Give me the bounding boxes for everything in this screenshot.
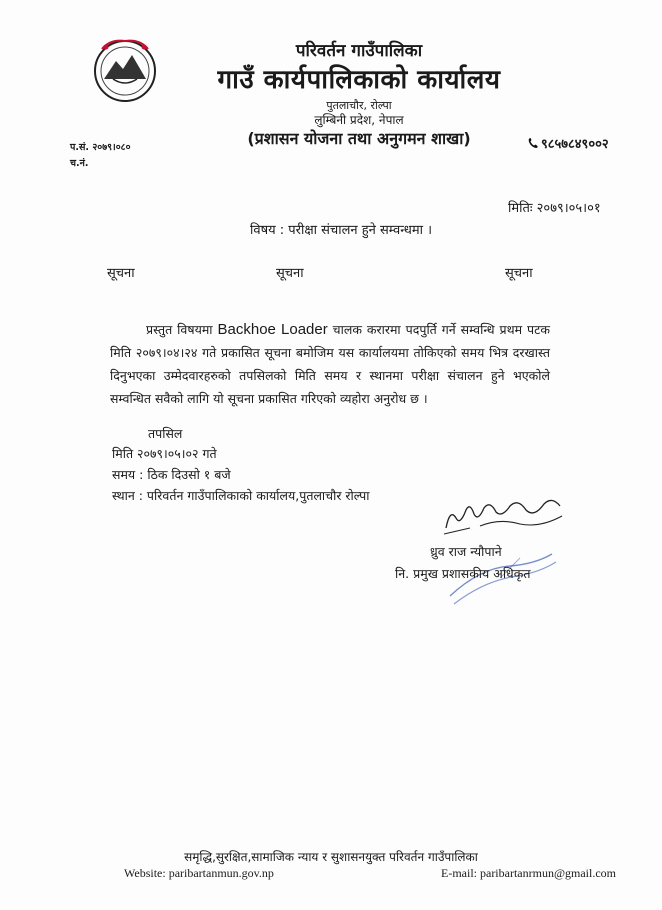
footer-motto: समृद्धि,सुरक्षित,सामाजिक न्याय र सुशासनयुक्त परिवर्तन गाउँपालिका [184, 850, 478, 864]
branch-name: (प्रशासन योजना तथा अनुगमन शाखा) [247, 129, 471, 148]
body-paragraph [110, 318, 550, 410]
schedule-time: समय : ठिक दिउसो १ बजे [112, 467, 231, 482]
phone-text: ९८५७८४९००२ [541, 137, 609, 152]
office-name: गाउँ कार्यपालिकाको कार्यालय [217, 65, 501, 95]
footer-website: Website: paribartanmun.gov.np [124, 866, 274, 880]
phone-number [528, 134, 609, 152]
notice-label: सूचना [107, 266, 135, 281]
schedule-date: मिति २०७९।०५।०२ गते [112, 446, 217, 461]
handwritten-signature [440, 488, 570, 538]
phone-icon [528, 137, 538, 149]
footer-email: E-mail: paribartanrmun@gmail.com [441, 866, 616, 880]
signatory-title: नि. प्रमुख प्रशासकीय अधिकृत [395, 566, 531, 581]
body-text-rest: चालक करारमा पदपुर्ति गर्ने सम्वन्धि प्रथम पटक मिति २०७९।०४।२४ गते प्रकासित सूचना बमोजिम यस कार्यालयमा तोकिएको समय भित्र दरखास्त दिनुभएका उम्मेदवारहरुको तपसिलको मिति समय र स्थानमा परीक्षा संचालन हुने भएकोले सम्वन्धित सवैको लागि यो सूचना प्रकासित गरिएको व्यहोरा अनुरोध छ । [110, 322, 550, 406]
body-text-start: प्रस्तुत विषयमा [146, 322, 218, 337]
municipality-name: परिवर्तन गाउँपालिका [295, 41, 423, 61]
schedule-heading: तपसिल [148, 426, 183, 441]
reference-block [70, 140, 131, 172]
reference-number: प.सं. २०७९।०८० [70, 142, 131, 153]
dispatch-number: च.नं. [70, 158, 89, 169]
address-line-1: पुतलाचौर, रोल्पा [326, 99, 392, 112]
notice-label: सूचना [276, 266, 304, 281]
schedule-place: स्थान : परिवर्तन गाउँपालिकाको कार्यालय,पुतलाचौर रोल्पा [112, 488, 370, 503]
body-english-term: Backhoe Loader [217, 321, 328, 338]
signatory-name: ध्रुव राज न्यौपाने [430, 544, 502, 559]
address-line-2: लुम्बिनी प्रदेश, नेपाल [314, 113, 404, 127]
letter-date: मितिः २०७९।०५।०१ [508, 201, 601, 216]
notice-label: सूचना [505, 266, 533, 281]
letter-subject: विषय : परीक्षा संचालन हुने सम्वन्धमा । [250, 223, 433, 238]
